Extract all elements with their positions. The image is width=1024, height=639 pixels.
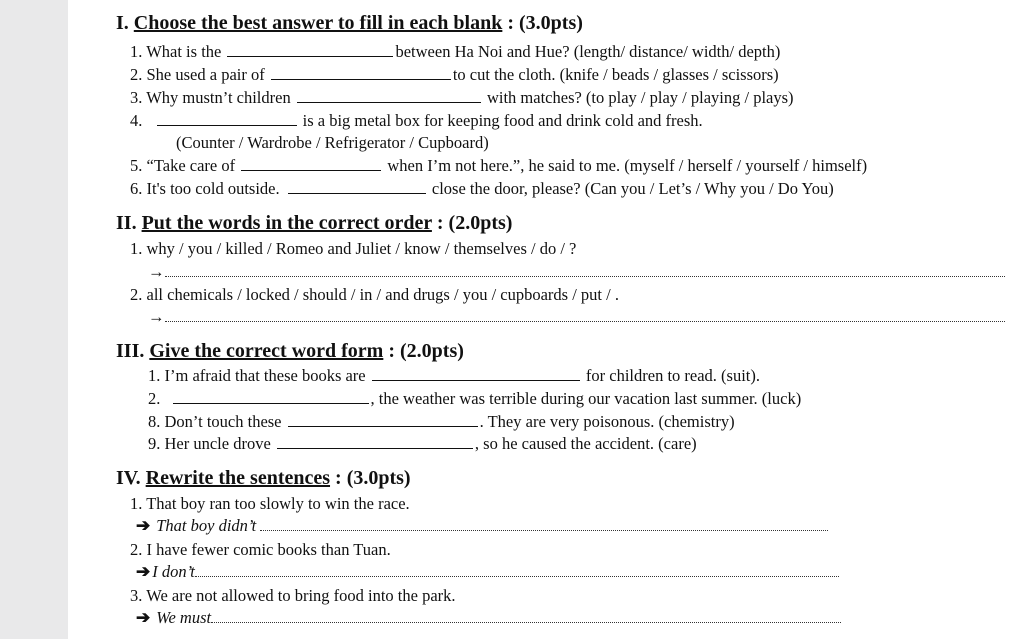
arrow-icon: ➔ <box>136 562 151 581</box>
s4-answer-2[interactable]: ➔ I don’t <box>136 562 839 582</box>
answer-dots[interactable] <box>260 518 828 531</box>
s2-answer-1[interactable] <box>148 262 1005 282</box>
blank[interactable] <box>157 111 297 126</box>
blank[interactable] <box>227 42 393 57</box>
s1-question-1: 1. What is the between Ha Noi and Hue? (length/ distance/ width/ depth) <box>130 42 781 61</box>
s3-question-1: 1. I’m afraid that these books are for children to read. (suit). <box>148 366 760 385</box>
blank[interactable] <box>372 366 580 381</box>
s1-question-2: 2. She used a pair of to cut the cloth. (knife / beads / glasses / scissors) <box>130 65 779 84</box>
section-3-heading: III. Give the correct word form : (2.0pts) <box>116 340 464 362</box>
s3-question-9: 9. Her uncle drove , so he caused the accident. (care) <box>148 434 697 453</box>
section-1-heading <box>116 12 583 35</box>
s4-question-3: 3. We are not allowed to bring food into the park. <box>130 586 456 605</box>
s2-question-1: 1. why / you / killed / Romeo and Juliet / know / themselves / do / ? <box>130 239 577 258</box>
s2-question-2: 2. all chemicals / locked / should / in / and drugs / you / cupboards / put / . <box>130 285 619 304</box>
answer-dots[interactable] <box>165 309 1005 322</box>
s2-answer-2[interactable] <box>148 307 1005 327</box>
worksheet-content <box>68 0 1024 639</box>
s1-question-3: 3. Why mustn’t children with matches? (to play / play / playing / plays) <box>130 88 794 107</box>
s1-question-5: 5. “Take care of when I’m not here.”, he said to me. (myself / herself / yourself / himself) <box>130 156 868 175</box>
s4-question-1: 1. That boy ran too slowly to win the race. <box>130 494 410 513</box>
s1-question-4-options: (Counter / Wardrobe / Refrigerator / Cupboard) <box>176 133 489 152</box>
section-1-roman: I. <box>116 12 129 34</box>
blank[interactable] <box>288 179 426 194</box>
blank[interactable] <box>297 88 481 103</box>
answer-dots[interactable] <box>195 564 839 577</box>
section-2-heading: II. Put the words in the correct order : (2.0pts) <box>116 212 513 234</box>
section-4-heading: IV. Rewrite the sentences : (3.0pts) <box>116 467 411 489</box>
answer-dots[interactable] <box>211 610 841 623</box>
blank[interactable] <box>271 65 451 80</box>
blank[interactable] <box>173 389 369 404</box>
arrow-icon: → <box>148 262 165 281</box>
s1-question-6: 6. It's too cold outside. close the door, please? (Can you / Let’s / Why you / Do You) <box>130 179 834 198</box>
section-1-title: Choose the best answer to fill in each blank <box>133 12 503 34</box>
s1-question-4: 4. is a big metal box for keeping food and drink cold and fresh. <box>130 111 703 130</box>
section-1-points: : (3.0pts) <box>502 12 583 34</box>
arrow-icon: ➔ <box>136 608 151 627</box>
blank[interactable] <box>277 434 473 449</box>
s3-question-8: 8. Don’t touch these . They are very poisonous. (chemistry) <box>148 412 735 431</box>
arrow-icon: → <box>148 307 165 326</box>
blank[interactable] <box>241 156 381 171</box>
arrow-icon: ➔ <box>136 516 151 535</box>
s4-answer-3[interactable]: ➔ We must <box>136 608 841 628</box>
answer-dots[interactable] <box>165 264 1005 277</box>
worksheet-page <box>68 0 1024 639</box>
s4-answer-1[interactable]: ➔ That boy didn’t <box>136 516 828 536</box>
s3-question-2: 2. , the weather was terrible during our vacation last summer. (luck) <box>148 389 802 408</box>
blank[interactable] <box>288 412 478 427</box>
s4-question-2: 2. I have fewer comic books than Tuan. <box>130 540 391 559</box>
